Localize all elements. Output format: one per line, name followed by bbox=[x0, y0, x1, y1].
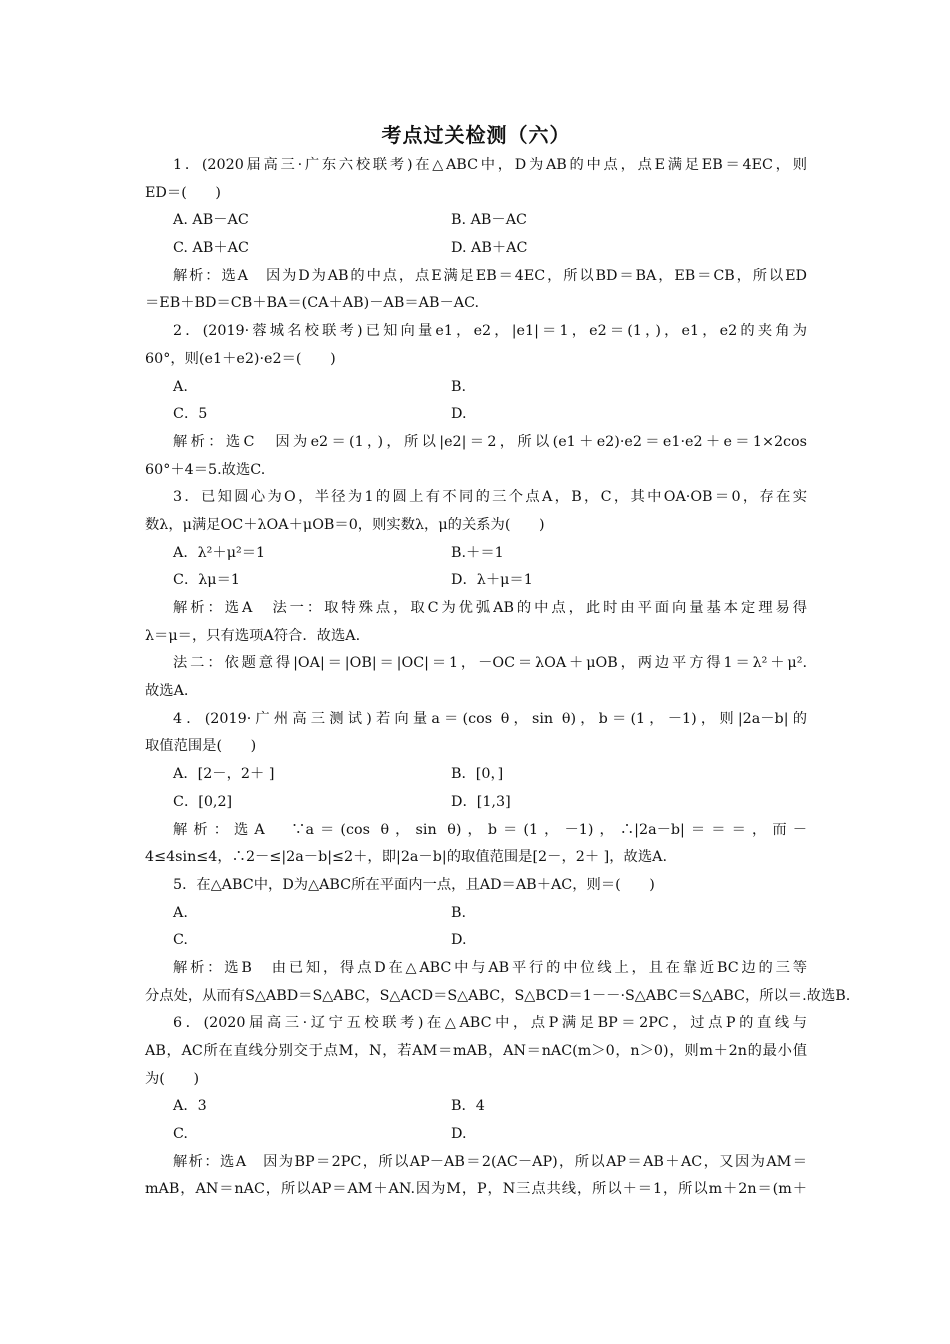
text-line: 3．已知圆心为O，半径为1的圆上有不同的三个点A，B，C，其中OA·OB＝0，存在实 bbox=[173, 489, 807, 506]
text-line: 4．(2019·广州高三测试)若向量a＝(cos θ，sin θ)，b＝(1，－1)，则|2a－b|的 bbox=[173, 710, 807, 727]
text-line: 解析：选A 因为BP＝2PC，所以AP－AB＝2(AC－AP)，所以AP＝AB＋AC，又因为AM＝ bbox=[173, 1153, 807, 1170]
text-line-continuation: ＝EB＋BD＝CB＋BA＝(CA＋AB)－AB＝AB－AC. bbox=[145, 295, 480, 312]
text-line-continuation: 取值范围是( ) bbox=[145, 738, 257, 755]
text-line: AB，AC所在直线分别交于点M，N，若AM＝mAB，AN＝nAC(m＞0，n＞0)，则m＋2n的最小值 bbox=[145, 1043, 807, 1059]
option-left: C．[0,2] bbox=[173, 793, 233, 810]
option-right: B. bbox=[451, 904, 467, 921]
option-left: C. AB＋AC bbox=[173, 240, 249, 257]
text-line-continuation: ED＝( ) bbox=[145, 184, 221, 201]
option-left: C．λμ＝1 bbox=[173, 572, 240, 589]
option-right: D. bbox=[451, 932, 467, 949]
option-left: A．λ²＋μ²＝1 bbox=[173, 544, 266, 561]
option-row bbox=[145, 789, 807, 817]
option-left: C．5 bbox=[173, 406, 208, 423]
option-right: B．[0，] bbox=[451, 766, 504, 783]
text-line-continuation: λ＝μ＝，只有选项A符合．故选A. bbox=[145, 627, 361, 644]
option-right: D. bbox=[451, 406, 467, 423]
text-line: mAB，AN＝nAC，所以AP＝AM＋AN.因为M，P，N三点共线，所以＋＝1，所以m＋2n＝(m＋ bbox=[145, 1181, 807, 1198]
text-line: 解析：选A 法一：取特殊点，取C为优弧AB的中点，此时由平面向量基本定理易得 bbox=[173, 600, 807, 616]
option-left: A. AB－AC bbox=[173, 212, 249, 229]
option-left: A. bbox=[173, 378, 188, 395]
text-line-continuation: 60°＋4＝5.故选C. bbox=[145, 461, 266, 478]
text-line-continuation: 数λ，μ满足OC＋λOA＋μOB＝0，则实数λ，μ的关系为( ) bbox=[145, 516, 545, 533]
text-line: 法二：依题意得|OA|＝|OB|＝|OC|＝1，－OC＝λOA＋μOB，两边平方得1＝λ²＋μ². bbox=[173, 655, 807, 672]
option-right: D．[1,3] bbox=[451, 793, 511, 810]
text-line-continuation: 故选A. bbox=[145, 683, 189, 700]
option-left: A. bbox=[173, 904, 188, 921]
option-left: A．[2－，2＋ ] bbox=[173, 766, 275, 783]
option-right: D. AB＋AC bbox=[451, 240, 528, 257]
text-line-continuation: 60°，则(e1＋e2)·e2＝( ) bbox=[145, 350, 336, 367]
option-row bbox=[145, 761, 807, 789]
option-row bbox=[145, 401, 807, 429]
option-right: B. AB－AC bbox=[451, 212, 527, 229]
option-row bbox=[145, 374, 807, 402]
document-body bbox=[145, 152, 851, 1204]
option-row bbox=[145, 1093, 807, 1121]
document-page bbox=[145, 118, 851, 1204]
option-row bbox=[145, 540, 807, 568]
option-row bbox=[145, 235, 807, 263]
option-right: B.＋＝1 bbox=[451, 544, 504, 561]
option-right: D．λ＋μ＝1 bbox=[451, 572, 533, 589]
option-left: C. bbox=[173, 932, 188, 949]
text-line: 2．(2019·蓉城名校联考)已知向量e1，e2，|e1|＝1，e2＝(1，)，e1，e2的夹角为 bbox=[173, 323, 807, 340]
text-line-continuation: 4≤4sin≤4，∴2－≤|2a－b|≤2＋，即|2a－b|的取值范围是[2－，2＋ ]，故选A. bbox=[145, 849, 668, 866]
option-left: C. bbox=[173, 1126, 188, 1143]
option-row bbox=[145, 1121, 807, 1149]
option-row bbox=[145, 567, 807, 595]
text-line: 5．在△ABC中，D为△ABC所在平面内一点，且AD＝AB＋AC，则＝( ) bbox=[173, 876, 655, 893]
text-line: 6．(2020届高三·辽宁五校联考)在△ABC中，点P满足BP＝2PC，过点P的直线与 bbox=[173, 1015, 807, 1032]
text-line: 解析：选A 因为D为AB的中点，点E满足EB＝4EC，所以BD＝BA，EB＝CB，所以ED bbox=[173, 267, 807, 284]
text-line: 解析：选C 因为e2＝(1，)，所以|e2|＝2，所以(e1＋e2)·e2＝e1·e2＋e＝1×2cos bbox=[173, 433, 807, 450]
text-line-continuation: 分点处，从而有S△ABD＝S△ABC，S△ACD＝S△ABC，S△BCD＝1－－·S△ABC＝S△ABC，所以＝.故选B. bbox=[145, 987, 851, 1004]
option-right: B. bbox=[451, 378, 467, 395]
option-left: A．3 bbox=[173, 1098, 207, 1115]
text-line: 解析：选B 由已知，得点D在△ABC中与AB平行的中位线上，且在靠近BC边的三等 bbox=[173, 959, 807, 976]
text-line: 解析：选A ∵a＝(cos θ，sin θ)，b＝(1，－1)，∴|2a－b|＝＝＝，而－ bbox=[173, 821, 807, 838]
text-line-continuation: 为( ) bbox=[145, 1070, 200, 1087]
option-right: D. bbox=[451, 1126, 467, 1143]
option-row bbox=[145, 927, 807, 955]
option-right: B．4 bbox=[451, 1098, 485, 1115]
option-row bbox=[145, 207, 807, 235]
page-title: 考点过关检测（六） bbox=[381, 123, 571, 147]
text-line: 1．(2020届高三·广东六校联考)在△ABC中，D为AB的中点，点E满足EB＝4EC，则 bbox=[173, 157, 807, 173]
option-row bbox=[145, 900, 807, 928]
